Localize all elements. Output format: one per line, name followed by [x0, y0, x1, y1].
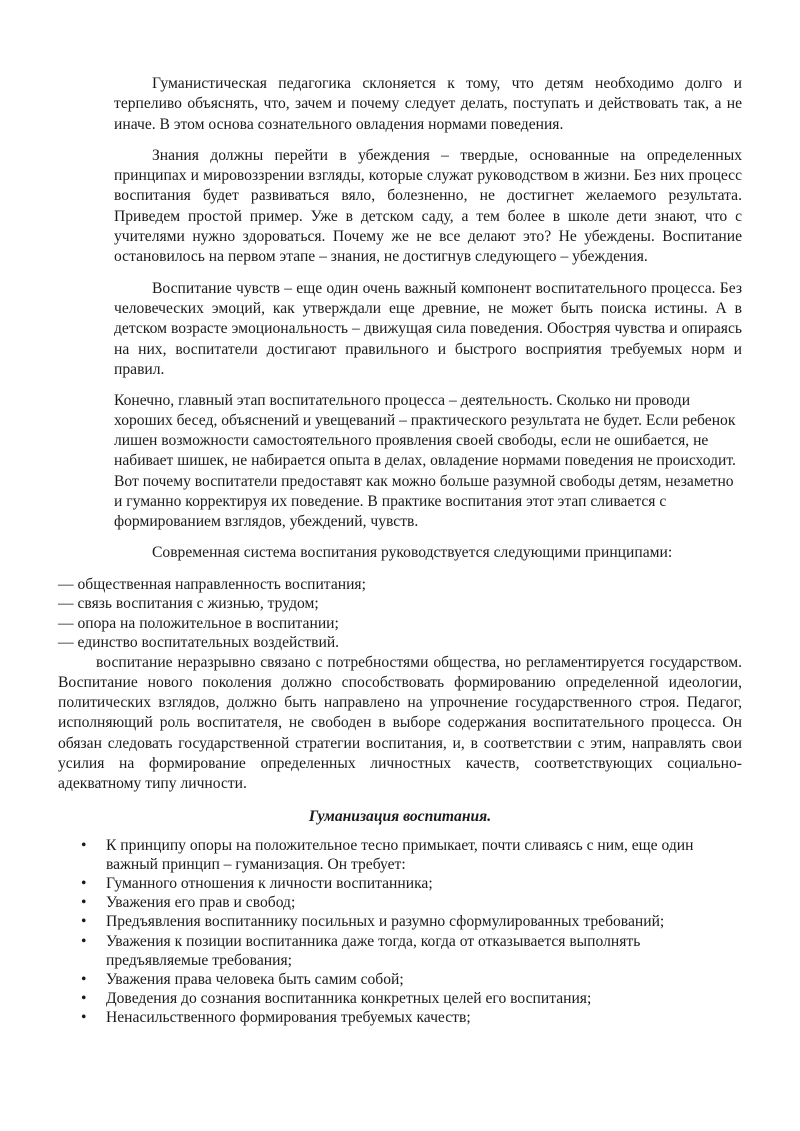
bullet-icon: •	[81, 913, 87, 931]
dash-item: — единство воспитательных воздействий.	[58, 634, 340, 652]
list-item-text: Уважения его прав и свобод;	[106, 894, 296, 912]
bullet-icon: •	[81, 894, 87, 912]
list-item-text: Предъявления воспитаннику посильных и разумно сформулированных требований;	[106, 913, 665, 931]
bullet-icon: •	[81, 875, 87, 893]
list-item-text: Доведения до сознания воспитанника конкретных целей его воспитания;	[106, 990, 592, 1008]
paragraph-3: Воспитание чувств – еще один очень важный компонент воспитательного процесса. Без человеческих эмоций, как утверждали еще древние, не может быть поиска истины. А в детском возрасте эмоциональность – движущая сила поведения. Обостряя чувства и опираясь на них, воспитатели достигают правильного и быстрого восприятия требуемых норм и правил.	[114, 279, 742, 378]
list-item	[81, 989, 742, 1008]
dash-item: — общественная направленность воспитания;	[58, 575, 366, 593]
paragraph-after-list: воспитание неразрывно связано с потребностями общества, но регламентируется государством. Воспитание нового поколения должно способствовать формированию определенной идеологии, политических взглядов, должно быть направлено на упрочнение государственного строя. Педагог, исполняющий роль воспитателя, не свободен в выборе содержания воспитательного процесса. Он обязан следовать государственной стратегии воспитания, и, в соответствии с этим, направлять свои усилия на формирование определенных личностных качеств, соответствующих социально-адекватному типу личности.	[58, 653, 742, 793]
list-item-text: Ненасильственного формирования требуемых качеств;	[106, 1009, 471, 1027]
list-item	[81, 893, 742, 912]
bullet-list	[58, 836, 742, 1028]
paragraph-5: Современная система воспитания руководствуется следующими принципами:	[152, 543, 673, 561]
list-item-text: К принципу опоры на положительное тесно примыкает, почти сливаясь с ним, еще один важный принцип – гуманизация. Он требует:	[106, 836, 694, 873]
list-item-text: Гуманного отношения к личности воспитанника;	[106, 875, 433, 893]
bullet-icon: •	[81, 990, 87, 1008]
paragraph-1: Гуманистическая педагогика склоняется к тому, что детям необходимо долго и терпеливо объяснять, что, зачем и почему следует делать, поступать и действовать так, а не иначе. В этом основа сознательного овладения нормами поведения.	[114, 75, 742, 133]
list-item	[81, 1008, 742, 1027]
bullet-icon: •	[81, 932, 87, 950]
bullet-icon: •	[81, 1009, 87, 1027]
dash-list	[58, 575, 742, 653]
dash-item: — связь воспитания с жизнью, трудом;	[58, 595, 319, 613]
list-item-text: Уважения права человека быть самим собой;	[106, 971, 404, 989]
list-item	[81, 836, 742, 874]
list-item	[81, 932, 742, 970]
bullet-icon: •	[81, 971, 87, 989]
bullet-icon: •	[81, 836, 87, 854]
list-item	[81, 912, 742, 931]
list-item	[81, 970, 742, 989]
list-item	[81, 874, 742, 893]
paragraph-4: Конечно, главный этап воспитательного процесса – деятельность. Сколько ни проводи хороших бесед, объяснений и увещеваний – практического результата не будет. Если ребенок лишен возможности самостоятельного проявления своей свободы, если не ошибается, не набивает шишек, не набирается опыта в делах, овладение нормами поведения не происходит. Вот почему воспитатели предоставят как можно больше разумной свободы детям, незаметно и гуманно корректируя их поведение. В практике воспитания этот этап сливается с формированием взглядов, убеждений, чувств.	[114, 392, 736, 530]
list-item-text: Уважения к позиции воспитанника даже тогда, когда от отказывается выполнять предъявляемые требования;	[106, 932, 641, 969]
dash-item: — опора на положительное в воспитании;	[58, 614, 339, 632]
paragraph-2: Знания должны перейти в убеждения – твердые, основанные на определенных принципах и мировоззрении взгляды, которые служат руководством в жизни. Без них процесс воспитания будет развиваться вяло, болезненно, не достигнет желаемого результата. Приведем простой пример. Уже в детском саду, а тем более в школе дети знают, что с учителями нужно здороваться. Почему же не все делают это? Не убеждены. Воспитание остановилось на первом этапе – знания, не достигнув следующего – убеждения.	[114, 146, 742, 266]
section-heading: Гуманизация воспитания.	[308, 807, 492, 825]
